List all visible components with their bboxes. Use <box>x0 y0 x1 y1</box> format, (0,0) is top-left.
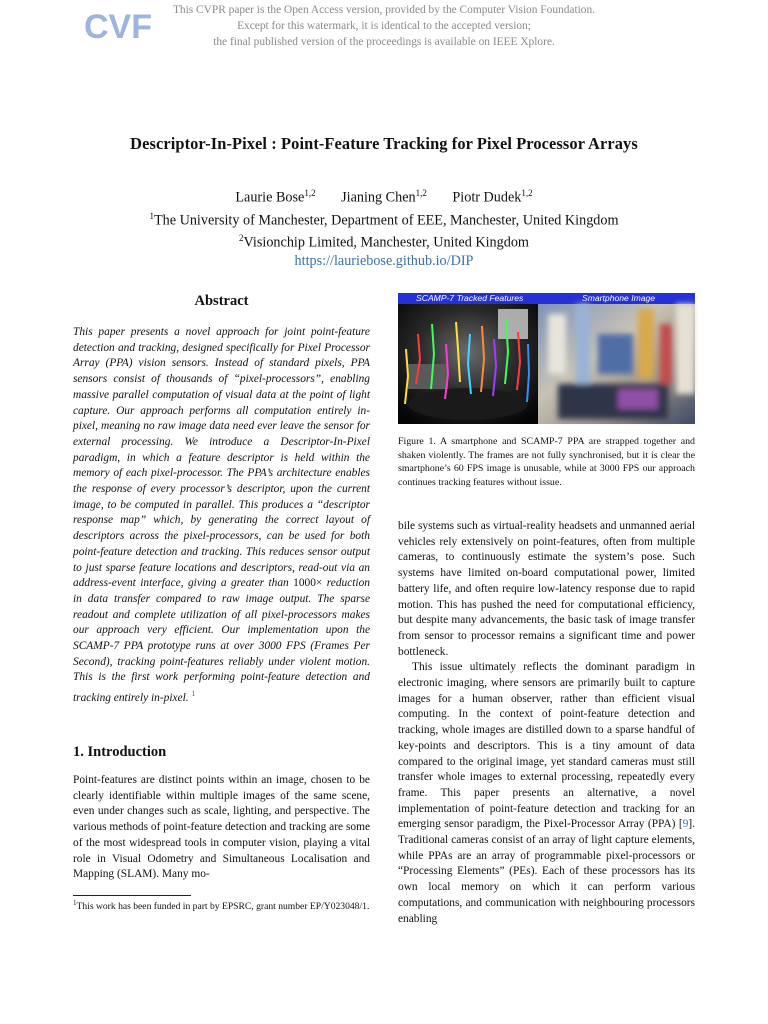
figure-caption: Figure 1. A smartphone and SCAMP-7 PPA are strapped together and shaken violently. The frames are not fully synchronised, but it is clear the smartphone’s 60 FPS image is unusable, while at 3000 FPS our approach continues tracking features without issue. <box>398 436 695 488</box>
affiliation-2: $^2$Visionchip Limited, Manchester, United Kingdom <box>239 233 529 252</box>
watermark-line-3: the final published version of the proceedings is available on IEEE Xplore. <box>213 36 555 48</box>
smartphone-blurred-image <box>538 304 695 424</box>
intro-continued <box>398 519 695 927</box>
figure-1 <box>398 293 695 424</box>
author-name: Laurie Bose <box>235 189 305 206</box>
author-name: Jianing Chen <box>341 189 416 206</box>
footnote-divider <box>73 895 191 896</box>
intro-paragraph: This issue ultimately reflects the dominant paradigm in electronic imaging, where sensors are primarily built to capture images for a human observer, rather than efficient visual computing. In the context of point-feature detection and tracking, whole images are distilled down to a sparse handful of key-points and descriptors. This is a tiny amount of data compared to the original image, yet standard cameras must still transfer whole images to external processing, repeatedly every frame. This paper presents an alternative, a novel implementation of point-feature detection and tracking for an emerging sensor paradigm, the Pixel-Processor Array (PPA) [9]. Traditional cameras consist of an array of light capture elements, while PPAs are an array of programmable pixel-processors or “Processing Elements” (PEs). Each of these processors has its own local memory on which it can perform various computations, and communication with neighbouring processors enabling <box>398 661 695 925</box>
author-list: Laurie Bose$^{1,2}$ Jianing Chen$^{1,2}$ Piotr Dudek$^{1,2}$ <box>235 188 533 206</box>
section-heading: 1. Introduction <box>73 744 167 760</box>
citation-link[interactable]: 9 <box>682 818 689 831</box>
abstract-text: This paper presents a novel approach for joint point-feature detection and tracking, designed specifically for Pixel Processor Array (PPA) vision sensors. Instead of standard pixels, PPA sensors consist of thousands of “pixel-processors”, enabling massive parallel computation of visual data at the point of light capture. Our approach performs all computation entirely in-pixel, meaning no raw image data need ever leave the sensor for external processing. We introduce a Descriptor-In-Pixel paradigm, in which a feature descriptor is held within the memory of each pixel-processor. The PPA’s architecture enables the response of every processor’s descriptor, upon the current image, to be computed in parallel. This produces a “descriptor response map” which, by generating the correct layout of descriptors across the pixel-processors, can be used for both point-feature detection and tracking. This reduces sensor output to just sparse feature locations and descriptors, read-out via an address-event interface, giving a greater than 1000× reduction in data transfer compared to raw image output. The sparse readout and complete utilization of all pixel-processors makes our approach very efficient. Our implementation upon the SCAMP-7 PPA prototype runs at over 3000 FPS (Frames Per Second), tracking point-features reliably under violent motion. This is the first work performing point-feature detection and tracking entirely in-pixel. $^1$ <box>73 326 370 704</box>
affiliation-1: $^1$The University of Manchester, Department of EEE, Manchester, United Kingdom <box>149 210 619 229</box>
footnote: $^1$This work has been funded in part by EPSRC, grant number EP/Y023048/1. <box>73 899 370 913</box>
figure-header-bar <box>398 293 695 304</box>
intro-paragraph: Point-features are distinct points within an image, chosen to be clearly identifiable within multiple images of the same scene, even under changes such as scale, lighting, and perspective. The various methods of point-feature detection and tracking are some of the most widespread tools in computer vision, playing a vital role in Visual Odometry and Simultaneous Localisation and Mapping (SLAM). Many mo- <box>73 774 370 881</box>
svg-text:CVF: CVF <box>84 8 152 46</box>
project-url-link[interactable]: https://lauriebose.github.io/DIP <box>294 253 474 270</box>
author-block <box>0 184 768 270</box>
cvpr-watermark <box>0 2 768 50</box>
author-name: Piotr Dudek <box>452 189 522 206</box>
watermark-line-1: This CVPR paper is the Open Access version, provided by the Computer Vision Foundation. <box>172 4 596 16</box>
intro-paragraph: bile systems such as virtual-reality headsets and unmanned aerial vehicles rely extensively on point-features, often from multiple cameras, to continuously estimate the system’s pose. Such systems have limited on-board computational power, limited battery life, and often require low-latency response due to rapid motion. This has pushed the need for computational efficiency, but despite many advancements, the basic task of image transfer from sensor to processor remains a significant time and power bottleneck. <box>398 520 695 658</box>
abstract-heading: Abstract <box>194 293 249 309</box>
paper-title: Descriptor-In-Pixel : Point-Feature Tracking for Pixel Processor Arrays <box>130 134 638 153</box>
figure-label-left: SCAMP-7 Tracked Features <box>416 293 524 303</box>
scamp-tracked-features-image <box>398 304 538 424</box>
watermark-line-2: Except for this watermark, it is identical to the accepted version; <box>237 20 531 32</box>
figure-label-right: Smartphone Image <box>582 293 656 303</box>
footnote-ref-link[interactable]: 1 <box>191 689 196 699</box>
